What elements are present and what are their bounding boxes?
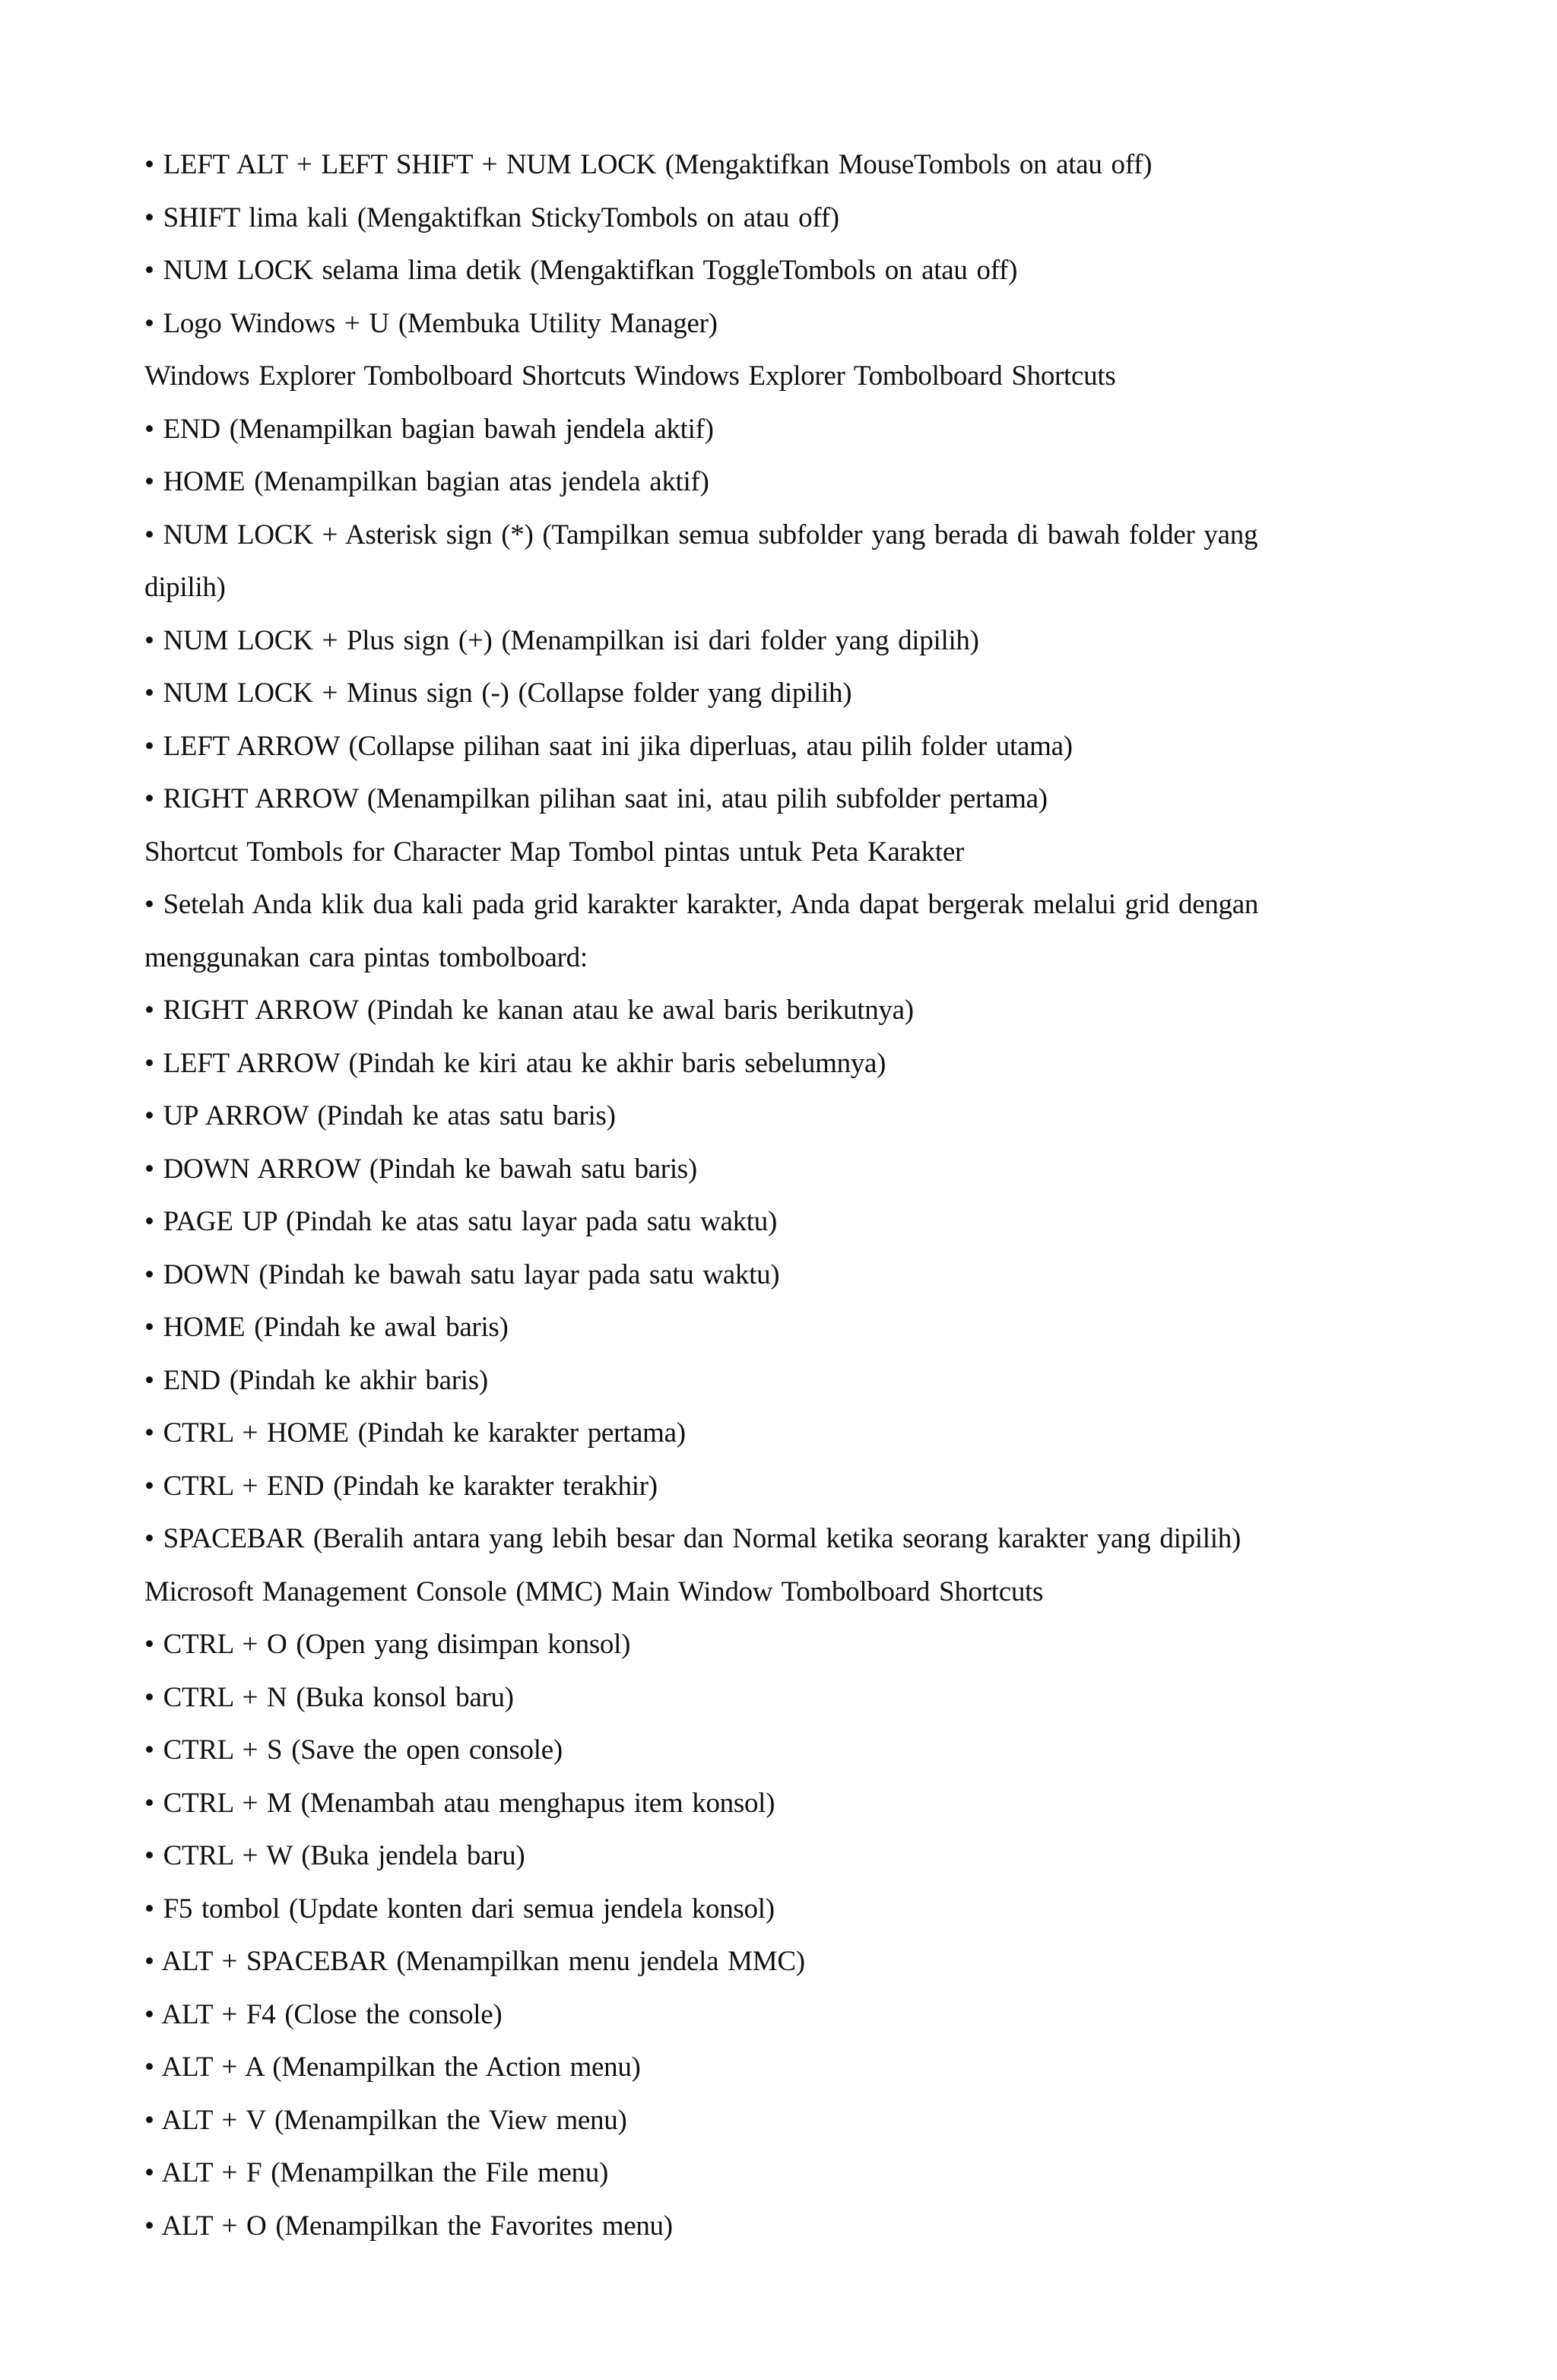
text-line: • UP ARROW (Pindah ke atas satu baris) [144, 1100, 616, 1131]
text-line: • ALT + V (Menampilkan the View menu) [144, 2104, 627, 2136]
text-line: • ALT + A (Menampilkan the Action menu) [144, 2052, 641, 2083]
section-heading: Shortcut Tombols for Character Map Tombol pintas untuk Peta Karakter [144, 836, 964, 868]
document-page [144, 138, 1361, 2252]
text-line: • RIGHT ARROW (Pindah ke kanan atau ke awal baris berikutnya) [144, 995, 914, 1026]
text-line: • DOWN ARROW (Pindah ke bawah satu baris) [144, 1153, 697, 1185]
text-line: • ALT + F4 (Close the console) [144, 1998, 503, 2030]
text-line: • HOME (Pindah ke awal baris) [144, 1312, 509, 1343]
text-line: • LEFT ALT + LEFT SHIFT + NUM LOCK (Mengaktifkan MouseTombols on atau off) [144, 149, 1153, 180]
text-line: • Setelah Anda klik dua kali pada grid karakter karakter, Anda dapat bergerak melalui grid dengan [144, 889, 1259, 920]
section-heading: Microsoft Management Console (MMC) Main Window Tombolboard Shortcuts [144, 1576, 1044, 1607]
text-line: • SPACEBAR (Beralih antara yang lebih besar dan Normal ketika seorang karakter yang dipilih) [144, 1523, 1241, 1554]
text-line: • ALT + O (Menampilkan the Favorites menu) [144, 2210, 673, 2242]
text-line: • NUM LOCK + Plus sign (+) (Menampilkan isi dari folder yang dipilih) [144, 624, 979, 656]
text-line: • CTRL + O (Open yang disimpan konsol) [144, 1629, 631, 1660]
text-line: • LEFT ARROW (Collapse pilihan saat ini jika diperluas, atau pilih folder utama) [144, 730, 1073, 762]
text-line: • NUM LOCK + Asterisk sign (*) (Tampilkan semua subfolder yang berada di bawah folder yang [144, 519, 1258, 551]
text-line: • PAGE UP (Pindah ke atas satu layar pada satu waktu) [144, 1206, 777, 1237]
text-line: • NUM LOCK selama lima detik (Mengaktifkan ToggleTombols on atau off) [144, 255, 1018, 286]
text-line: menggunakan cara pintas tombolboard: [144, 941, 588, 973]
text-line: • ALT + SPACEBAR (Menampilkan menu jendela MMC) [144, 1946, 805, 1977]
text-line: • END (Pindah ke akhir baris) [144, 1364, 488, 1396]
text-line: • SHIFT lima kali (Mengaktifkan StickyTombols on atau off) [144, 202, 839, 233]
text-line: • LEFT ARROW (Pindah ke kiri atau ke akhir baris sebelumnya) [144, 1047, 886, 1079]
text-line: • F5 tombol (Update konten dari semua jendela konsol) [144, 1893, 775, 1925]
text-line: • CTRL + HOME (Pindah ke karakter pertama) [144, 1417, 686, 1449]
text-line: • END (Menampilkan bagian bawah jendela aktif) [144, 413, 714, 445]
text-line: • CTRL + M (Menambah atau menghapus item konsol) [144, 1787, 775, 1819]
text-line: • CTRL + S (Save the open console) [144, 1734, 563, 1766]
text-line: • ALT + F (Menampilkan the File menu) [144, 2157, 608, 2188]
text-line: • CTRL + W (Buka jendela baru) [144, 1840, 525, 1871]
text-line: • RIGHT ARROW (Menampilkan pilihan saat ini, atau pilih subfolder pertama) [144, 783, 1048, 814]
text-line: • CTRL + END (Pindah ke karakter terakhir) [144, 1470, 658, 1502]
text-line: • HOME (Menampilkan bagian atas jendela aktif) [144, 466, 709, 497]
text-line: • NUM LOCK + Minus sign (-) (Collapse folder yang dipilih) [144, 678, 852, 709]
section-heading: Windows Explorer Tombolboard Shortcuts Windows Explorer Tombolboard Shortcuts [144, 360, 1116, 392]
text-line: • DOWN (Pindah ke bawah satu layar pada satu waktu) [144, 1258, 780, 1290]
text-line: • Logo Windows + U (Membuka Utility Manager) [144, 307, 718, 339]
text-line: • CTRL + N (Buka konsol baru) [144, 1681, 514, 1713]
text-line: dipilih) [144, 572, 226, 603]
